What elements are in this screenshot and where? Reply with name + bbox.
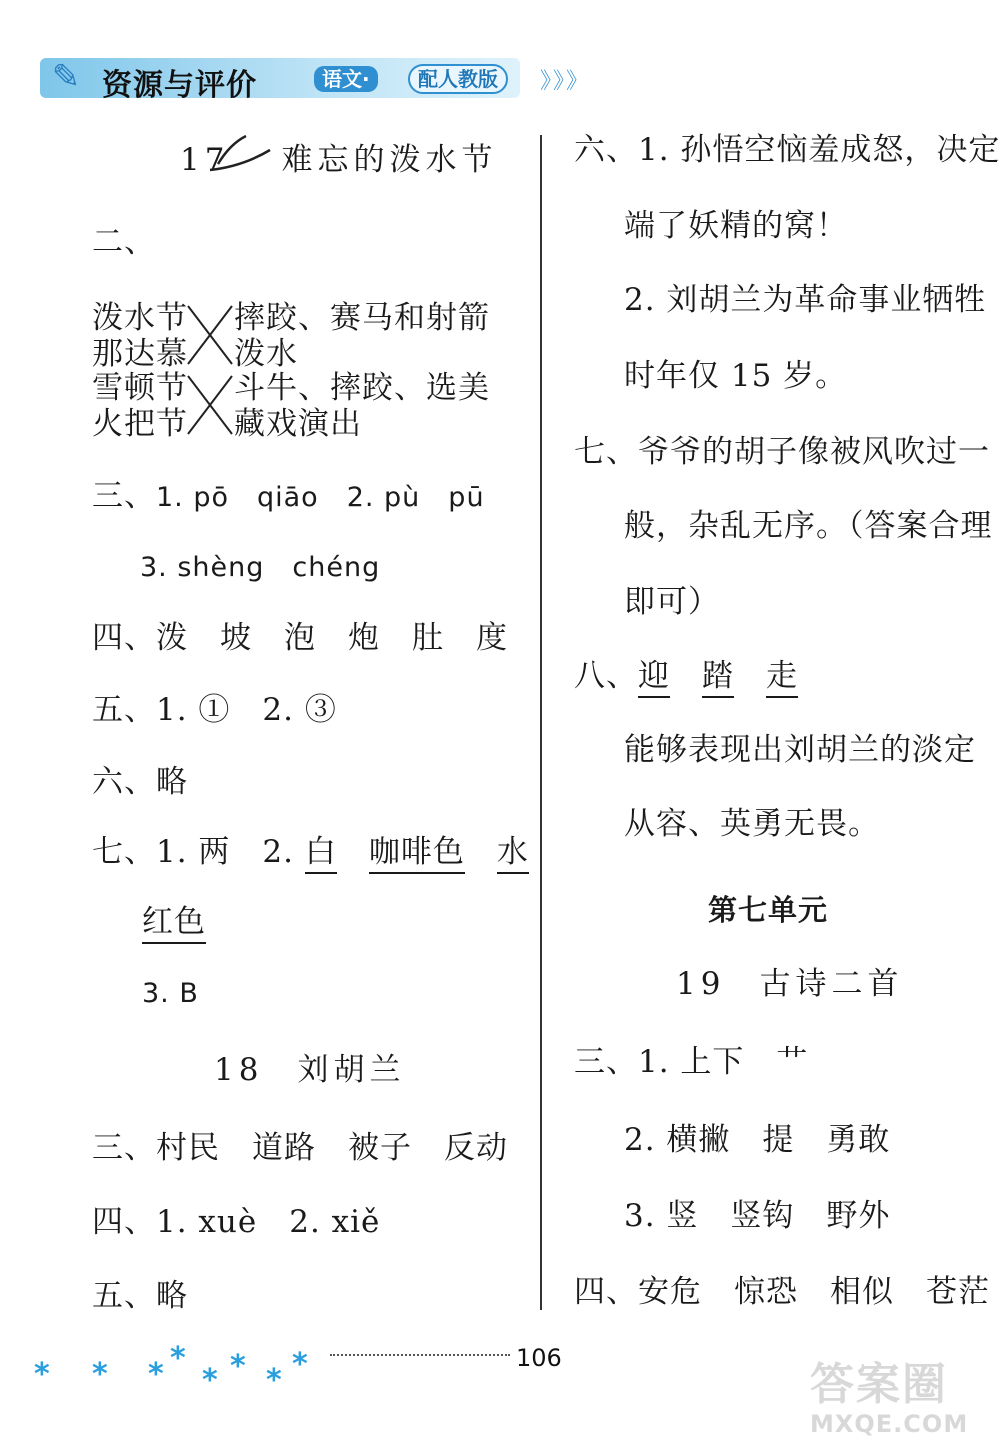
l19-section-3-line-1: 三、1. 上下 艹	[574, 1044, 809, 1080]
r-section-8-line-1: 八、迎 踏 走	[574, 656, 798, 696]
unit-heading: 第七单元	[708, 893, 829, 927]
svg-text:*: *	[92, 1357, 108, 1392]
r-section-6-line-4: 时年仅 15 岁。	[624, 358, 848, 394]
l19-section-3-line-2: 2. 横撇 提 勇敢	[624, 1122, 891, 1158]
underlined-answer: 踏	[702, 658, 734, 698]
subject-badge: 语文·	[314, 66, 378, 92]
l18-section-5: 五、略	[92, 1278, 188, 1314]
section-5: 五、1. ① 2. ③	[92, 692, 337, 728]
section-7-line-1: 七、1. 两 2. 白 咖啡色 水	[92, 832, 529, 872]
underlined-answer: 迎	[638, 658, 670, 698]
section-6: 六、略	[92, 764, 188, 800]
lesson-18-heading	[214, 1050, 405, 1090]
footer-dotted-line	[330, 1352, 510, 1356]
match-right-item: 摔跤、赛马和射箭	[234, 300, 490, 336]
match-left-item: 火把节	[92, 406, 188, 442]
decorative-stars-icon	[30, 1340, 330, 1400]
page-header	[40, 50, 591, 106]
r-section-6-line-1: 六、1. 孙悟空恼羞成怒，决定	[574, 132, 1000, 168]
section-3-line-1: 三、1. pō qiāo 2. pù pū	[92, 478, 485, 514]
lesson-title: 古诗二首	[759, 966, 904, 1002]
edition-badge: 配人教版	[408, 64, 508, 94]
l19-section-4: 四、安危 惊恐 相似 苍茫	[574, 1274, 990, 1310]
r-section-7-line-1: 七、爷爷的胡子像被风吹过一	[574, 434, 990, 470]
watermark-logo: 答案圈 MXQE.COM	[810, 1359, 969, 1438]
match-left-item: 雪顿节	[92, 370, 188, 406]
underlined-answer: 走	[766, 658, 798, 698]
svg-text:*: *	[292, 1347, 308, 1382]
handwritten-mark-icon	[200, 130, 290, 184]
r-section-7-line-3: 即可）	[624, 584, 720, 620]
column-divider	[540, 135, 542, 1310]
r-section-6-line-2: 端了妖精的窝！	[624, 208, 848, 244]
r-section-8-line-2: 能够表现出刘胡兰的淡定	[624, 732, 976, 768]
underlined-answer: 红色	[142, 904, 206, 944]
r-section-8-line-3: 从容、英勇无畏。	[624, 806, 880, 842]
lesson-title: 难忘的泼水节	[281, 142, 498, 178]
underlined-answer: 白	[305, 834, 337, 874]
l19-section-3-line-3: 3. 竖 竖钩 野外	[624, 1198, 891, 1234]
l18-section-4: 四、1. xuè 2. xiě	[92, 1204, 381, 1240]
lesson-title: 刘胡兰	[297, 1052, 406, 1088]
svg-text:*: *	[202, 1363, 218, 1398]
section-7-line-3: 3. B	[142, 978, 199, 1009]
r-section-6-line-3: 2. 刘胡兰为革命事业牺牲	[624, 282, 987, 318]
brand-title: 资源与评价	[102, 68, 257, 103]
svg-text:*: *	[148, 1357, 164, 1392]
match-right-item: 藏戏演出	[234, 406, 362, 442]
section-2-label: 二、	[92, 224, 156, 260]
svg-text:*: *	[230, 1349, 246, 1384]
book-icon: ✎	[51, 57, 81, 97]
match-left-item: 泼水节	[92, 300, 188, 336]
lesson-number: 19	[676, 966, 726, 1002]
lesson-number: 17	[180, 142, 230, 178]
section-7-line-2	[142, 902, 206, 942]
page-number: 106	[516, 1344, 562, 1372]
lesson-19-heading	[676, 964, 903, 1004]
chevron-right-icon: 》》》	[540, 69, 591, 94]
r-section-7-line-2: 般，杂乱无序。（答案合理	[624, 508, 993, 544]
svg-text:*: *	[34, 1357, 50, 1392]
match-left-item: 那达慕	[92, 336, 188, 372]
svg-text:*: *	[266, 1363, 282, 1398]
match-right-item: 泼水	[234, 336, 298, 372]
l18-section-3: 三、村民 道路 被子 反动	[92, 1130, 508, 1166]
section-3-line-2: 3. shèng chéng	[140, 552, 381, 583]
underlined-answer: 水	[497, 834, 529, 874]
match-right-item: 斗牛、摔跤、选美	[234, 370, 490, 406]
section-4: 四、泼 坡 泡 炮 肚 度	[92, 620, 508, 656]
match-cross-icon	[186, 372, 234, 438]
match-cross-icon	[186, 302, 234, 368]
lesson-number: 18	[214, 1052, 264, 1088]
underlined-answer: 咖啡色	[369, 834, 465, 874]
svg-text:*: *	[170, 1341, 186, 1376]
